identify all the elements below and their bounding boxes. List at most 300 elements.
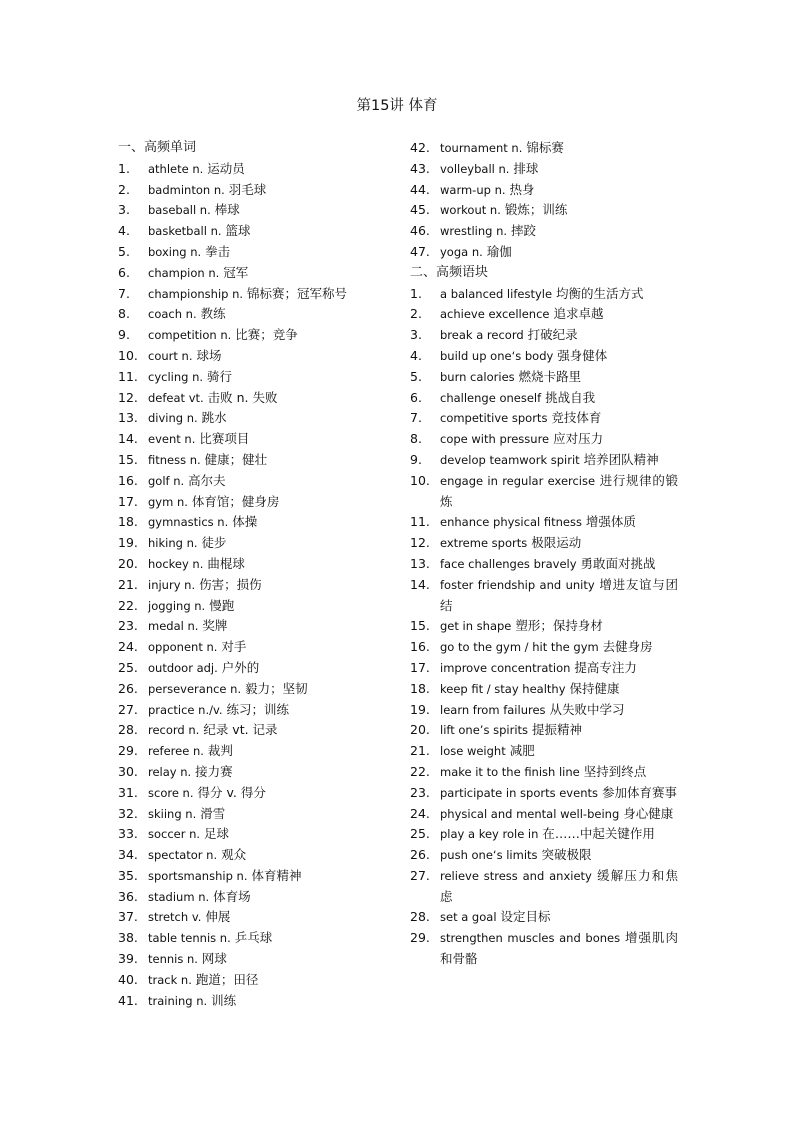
item-number: 7. <box>410 410 422 426</box>
item-text <box>440 804 678 825</box>
list-item <box>118 970 380 991</box>
item-chinese: 健康；健壮 <box>200 451 268 467</box>
item-chinese: 竞技体育 <box>547 410 602 426</box>
item-text <box>148 284 380 305</box>
item-chinese: 高尔夫 <box>184 472 226 488</box>
item-text <box>440 554 678 575</box>
item-english: play a key role in <box>440 827 539 842</box>
item-chinese: 身心健康 <box>619 805 674 821</box>
item-chinese: 进行规律的锻炼 <box>440 472 678 509</box>
list-item <box>118 408 380 429</box>
item-text <box>440 637 678 658</box>
item-number: 25. <box>118 659 138 675</box>
item-number: 6. <box>410 389 422 405</box>
item-english: break a record <box>440 328 524 343</box>
item-number: 17. <box>410 659 430 675</box>
item-number: 23. <box>410 784 430 800</box>
item-chinese: 去健身房 <box>598 639 653 655</box>
item-text <box>148 762 380 783</box>
list-item <box>410 388 678 409</box>
list-item <box>118 679 380 700</box>
item-text <box>440 284 678 305</box>
item-english: outdoor adj. <box>148 660 218 675</box>
item-chinese: 网球 <box>197 951 227 967</box>
item-text <box>440 242 678 263</box>
item-number: 13. <box>118 410 138 426</box>
item-english: make it to the finish line <box>440 764 580 779</box>
item-chinese: 均衡的生活方式 <box>552 285 644 301</box>
item-chinese: 塑形；保持身材 <box>511 618 603 634</box>
list-item <box>410 928 678 970</box>
list-item <box>118 949 380 970</box>
item-text <box>148 887 380 908</box>
item-number: 26. <box>410 847 430 863</box>
item-chinese: 伤害；损伤 <box>195 576 262 592</box>
item-text <box>148 242 380 263</box>
item-english: stadium n. <box>148 889 210 904</box>
item-english: get in shape <box>440 619 512 634</box>
item-chinese: 击败 n. 失败 <box>203 389 278 405</box>
section-heading: 一、高频单词 <box>118 140 197 155</box>
item-english: skiing n. <box>148 806 197 821</box>
list-item <box>118 242 380 263</box>
item-number: 20. <box>410 722 430 738</box>
list-item <box>118 575 380 596</box>
item-number: 1. <box>410 285 422 301</box>
item-text <box>440 367 678 388</box>
item-text <box>440 471 678 513</box>
item-english: hiking n. <box>148 536 198 551</box>
item-chinese: 伸展 <box>201 909 231 925</box>
item-chinese: 强身健体 <box>553 347 608 363</box>
item-english: improve concentration <box>440 660 571 675</box>
list-item <box>118 554 380 575</box>
item-number: 12. <box>118 389 138 405</box>
list-item <box>118 866 380 887</box>
item-number: 30. <box>118 763 138 779</box>
item-chinese: 运动员 <box>203 160 245 176</box>
item-english: cycling n. <box>148 369 204 384</box>
item-text <box>440 429 678 450</box>
item-chinese: 锻炼；训练 <box>500 202 568 218</box>
item-text <box>148 533 380 554</box>
item-english: champion n. <box>148 265 220 280</box>
item-chinese: 比赛；竞争 <box>231 327 298 343</box>
item-text <box>440 200 678 221</box>
item-number: 47. <box>410 243 430 259</box>
list-item <box>410 138 678 159</box>
item-chinese: 拳击 <box>201 243 231 259</box>
item-number: 8. <box>118 306 130 322</box>
list-item <box>118 450 380 471</box>
item-text <box>148 388 380 409</box>
item-english: diving n. <box>148 411 198 426</box>
item-number: 46. <box>410 223 430 239</box>
item-chinese: 跳水 <box>197 410 227 426</box>
item-english: workout n. <box>440 203 501 218</box>
item-chinese: 排球 <box>509 160 539 176</box>
item-number: 3. <box>410 327 422 343</box>
item-text <box>148 450 380 471</box>
item-english: event n. <box>148 432 196 447</box>
item-text <box>440 304 678 325</box>
item-english: boxing n. <box>148 244 202 259</box>
item-text <box>148 596 380 617</box>
item-chinese: 体育精神 <box>247 867 302 883</box>
item-text <box>148 180 380 201</box>
item-english: strengthen muscles and bones <box>440 931 621 946</box>
item-chinese: 纪录 vt. 记录 <box>199 722 278 738</box>
list-item <box>118 159 380 180</box>
item-number: 31. <box>118 784 138 800</box>
item-number: 13. <box>410 555 430 571</box>
item-chinese: 突破极限 <box>537 847 592 863</box>
item-text <box>440 159 678 180</box>
item-text <box>148 679 380 700</box>
item-english: lift one’s spirits <box>440 723 529 738</box>
item-text <box>148 512 380 533</box>
list-item <box>118 533 380 554</box>
list-item <box>410 346 678 367</box>
item-number: 16. <box>118 472 138 488</box>
item-number: 19. <box>118 535 138 551</box>
item-number: 1. <box>118 160 130 176</box>
item-number: 28. <box>118 722 138 738</box>
item-english: referee n. <box>148 744 204 759</box>
item-english: coach n. <box>148 307 197 322</box>
list-item <box>410 679 678 700</box>
list-item <box>118 263 380 284</box>
item-number: 4. <box>410 347 422 363</box>
item-english: stretch v. <box>148 910 202 925</box>
list-item <box>118 658 380 679</box>
list-item <box>118 700 380 721</box>
item-text <box>440 720 678 741</box>
item-chinese: 篮球 <box>221 223 251 239</box>
item-number: 26. <box>118 680 138 696</box>
item-number: 21. <box>410 743 430 759</box>
item-english: hockey n. <box>148 556 204 571</box>
item-chinese: 燃烧卡路里 <box>514 368 582 384</box>
item-chinese: 锦标赛；冠军称号 <box>243 285 348 301</box>
item-chinese: 热身 <box>505 181 535 197</box>
item-number: 29. <box>410 930 430 946</box>
item-text <box>148 970 380 991</box>
item-english: tennis n. <box>148 952 198 967</box>
list-item <box>410 450 678 471</box>
list-item <box>410 783 678 804</box>
list-item <box>118 512 380 533</box>
item-english: training n. <box>148 993 208 1008</box>
item-english: table tennis n. <box>148 931 231 946</box>
item-number: 10. <box>118 347 138 363</box>
item-number: 4. <box>118 223 130 239</box>
list-item <box>118 720 380 741</box>
list-item <box>118 325 380 346</box>
item-text <box>440 325 678 346</box>
item-english: burn calories <box>440 369 515 384</box>
list-item <box>118 471 380 492</box>
list-item <box>410 304 678 325</box>
item-text <box>148 741 380 762</box>
item-chinese: 打破纪录 <box>523 327 578 343</box>
item-chinese: 瑜伽 <box>482 243 512 259</box>
item-chinese: 乒乓球 <box>230 930 273 946</box>
item-english: yoga n. <box>440 244 483 259</box>
list-item <box>118 388 380 409</box>
item-text <box>148 658 380 679</box>
item-english: perseverance n. <box>148 681 242 696</box>
item-text <box>440 450 678 471</box>
item-chinese: 提高专注力 <box>570 659 637 675</box>
item-chinese: 裁判 <box>203 743 233 759</box>
list-item <box>410 408 678 429</box>
item-number: 29. <box>118 743 138 759</box>
item-chinese: 比赛项目 <box>195 431 250 447</box>
item-text <box>148 991 380 1012</box>
list-item <box>118 928 380 949</box>
list-item <box>410 554 678 575</box>
item-chinese: 减肥 <box>505 743 535 759</box>
item-number: 38. <box>118 930 138 946</box>
item-chinese: 奖牌 <box>198 618 228 634</box>
item-number: 23. <box>118 618 138 634</box>
item-chinese: 增强肌肉和骨骼 <box>440 930 678 967</box>
item-chinese: 骑行 <box>203 368 233 384</box>
item-text <box>148 845 380 866</box>
item-text <box>440 512 678 533</box>
item-english: relay n. <box>148 764 192 779</box>
item-text <box>440 616 678 637</box>
item-number: 5. <box>410 368 422 384</box>
item-english: lose weight <box>440 744 506 759</box>
item-number: 8. <box>410 431 422 447</box>
item-number: 44. <box>410 181 430 197</box>
item-chinese: 球场 <box>192 347 222 363</box>
item-number: 5. <box>118 243 130 259</box>
list-item <box>118 762 380 783</box>
item-english: gym n. <box>148 494 188 509</box>
list-item <box>410 429 678 450</box>
item-text <box>148 824 380 845</box>
section-heading: 二、高频语块 <box>410 264 489 280</box>
item-number: 3. <box>118 202 130 218</box>
list-item <box>118 824 380 845</box>
item-text <box>440 658 678 679</box>
item-text <box>148 429 380 450</box>
list-item <box>118 221 380 242</box>
item-chinese: 慢跑 <box>205 597 235 613</box>
item-english: gymnastics n. <box>148 515 229 530</box>
item-text <box>148 263 380 284</box>
item-english: tournament n. <box>440 141 523 155</box>
list-item <box>118 845 380 866</box>
list-item <box>410 720 678 741</box>
list-item <box>118 180 380 201</box>
item-text <box>148 200 380 221</box>
item-number: 18. <box>118 514 138 530</box>
item-chinese: 曲棍球 <box>203 555 245 571</box>
left-column <box>118 138 380 1011</box>
item-english: a balanced lifestyle <box>440 286 553 301</box>
item-english: injury n. <box>148 577 196 592</box>
item-text <box>440 700 678 721</box>
item-english: medal n. <box>148 619 199 634</box>
item-english: wrestling n. <box>440 224 508 239</box>
item-text <box>148 408 380 429</box>
item-chinese: 追求卓越 <box>549 306 604 322</box>
item-chinese: 锦标赛 <box>522 140 564 155</box>
item-number: 22. <box>410 763 430 779</box>
item-number: 35. <box>118 867 138 883</box>
item-chinese: 徒步 <box>197 535 227 551</box>
list-item <box>410 658 678 679</box>
list-item <box>410 866 678 908</box>
item-chinese: 观众 <box>217 847 247 863</box>
item-number: 2. <box>410 306 422 322</box>
item-chinese: 体操 <box>228 514 258 530</box>
list-item <box>118 200 380 221</box>
list-item <box>118 284 380 305</box>
list-item <box>410 741 678 762</box>
list-item <box>410 367 678 388</box>
item-number: 14. <box>118 431 138 447</box>
item-number: 42. <box>410 140 430 155</box>
item-english: soccer n. <box>148 827 201 842</box>
item-chinese: 体育馆；健身房 <box>187 493 280 509</box>
item-text <box>148 492 380 513</box>
item-text <box>440 783 678 804</box>
item-english: sportsmanship n. <box>148 868 248 883</box>
list-item <box>118 783 380 804</box>
page-title: 第15讲 体育 <box>356 98 438 114</box>
list-item <box>410 471 678 513</box>
item-english: jogging n. <box>148 598 206 613</box>
item-english: face challenges bravely <box>440 556 577 571</box>
list-item <box>118 429 380 450</box>
item-text <box>148 804 380 825</box>
item-english: engage in regular exercise <box>440 473 596 488</box>
item-english: court n. <box>148 348 193 363</box>
list-item <box>410 159 678 180</box>
list-item <box>410 637 678 658</box>
item-chinese: 训练 <box>207 992 237 1008</box>
item-chinese: 羽毛球 <box>224 181 267 197</box>
item-english: physical and mental well-being <box>440 806 620 821</box>
item-english: baseball n. <box>148 203 211 218</box>
item-text <box>148 637 380 658</box>
item-english: spectator n. <box>148 848 218 863</box>
list-item <box>410 575 678 617</box>
item-text <box>148 304 380 325</box>
item-number: 32. <box>118 805 138 821</box>
item-text <box>148 471 380 492</box>
item-number: 40. <box>118 971 138 987</box>
item-text <box>148 783 380 804</box>
item-chinese: 接力赛 <box>191 763 233 779</box>
item-english: relieve stress and anxiety <box>440 868 592 883</box>
list-item <box>118 346 380 367</box>
item-text <box>440 221 678 242</box>
item-text <box>440 679 678 700</box>
item-text <box>440 762 678 783</box>
list-item <box>410 242 678 263</box>
list-item <box>118 637 380 658</box>
item-english: set a goal <box>440 910 497 925</box>
item-chinese: 练习；训练 <box>222 701 290 717</box>
item-text <box>440 533 678 554</box>
item-english: competition n. <box>148 328 232 343</box>
list-item <box>118 492 380 513</box>
item-english: warm-up n. <box>440 182 506 197</box>
item-number: 36. <box>118 888 138 904</box>
item-number: 27. <box>118 701 138 717</box>
item-number: 39. <box>118 951 138 967</box>
list-item <box>410 824 678 845</box>
item-chinese: 设定目标 <box>496 909 551 925</box>
item-text <box>440 741 678 762</box>
item-chinese: 摔跤 <box>507 223 537 239</box>
item-chinese: 增进友谊与团结 <box>440 576 678 613</box>
item-number: 11. <box>410 514 430 530</box>
item-text <box>440 138 678 159</box>
list-item <box>410 284 678 305</box>
item-number: 10. <box>410 472 430 488</box>
item-english: volleyball n. <box>440 161 510 176</box>
item-number: 15. <box>118 451 138 467</box>
list-item <box>118 741 380 762</box>
list-item <box>410 533 678 554</box>
item-english: enhance physical fitness <box>440 515 582 530</box>
list-item <box>410 512 678 533</box>
item-chinese: 冠军 <box>219 264 249 280</box>
item-number: 17. <box>118 493 138 509</box>
list-item <box>118 304 380 325</box>
item-english: participate in sports events <box>440 785 598 800</box>
item-chinese: 增强体质 <box>581 514 636 530</box>
item-number: 25. <box>410 826 430 842</box>
item-number: 28. <box>410 909 430 925</box>
list-item <box>410 180 678 201</box>
list-item <box>410 200 678 221</box>
item-english: develop teamwork spirit <box>440 452 580 467</box>
item-chinese: 培养团队精神 <box>579 451 659 467</box>
item-english: badminton n. <box>148 182 225 197</box>
item-number: 9. <box>410 451 422 467</box>
item-number: 15. <box>410 618 430 634</box>
item-chinese: 应对压力 <box>549 431 604 447</box>
list-item <box>410 907 678 928</box>
item-number: 37. <box>118 909 138 925</box>
list-item <box>410 700 678 721</box>
item-text <box>440 575 678 617</box>
item-number: 20. <box>118 555 138 571</box>
item-number: 34. <box>118 847 138 863</box>
item-english: challenge oneself <box>440 390 542 405</box>
item-english: championship n. <box>148 286 244 301</box>
item-text <box>148 907 380 928</box>
item-number: 19. <box>410 701 430 717</box>
item-chinese: 缓解压力和焦虑 <box>440 867 678 904</box>
item-chinese: 滑雪 <box>196 805 226 821</box>
item-text <box>148 575 380 596</box>
item-text <box>148 616 380 637</box>
list-item <box>118 887 380 908</box>
item-chinese: 棒球 <box>210 202 240 218</box>
item-english: cope with pressure <box>440 432 550 447</box>
list-item <box>410 325 678 346</box>
item-number: 16. <box>410 639 430 655</box>
